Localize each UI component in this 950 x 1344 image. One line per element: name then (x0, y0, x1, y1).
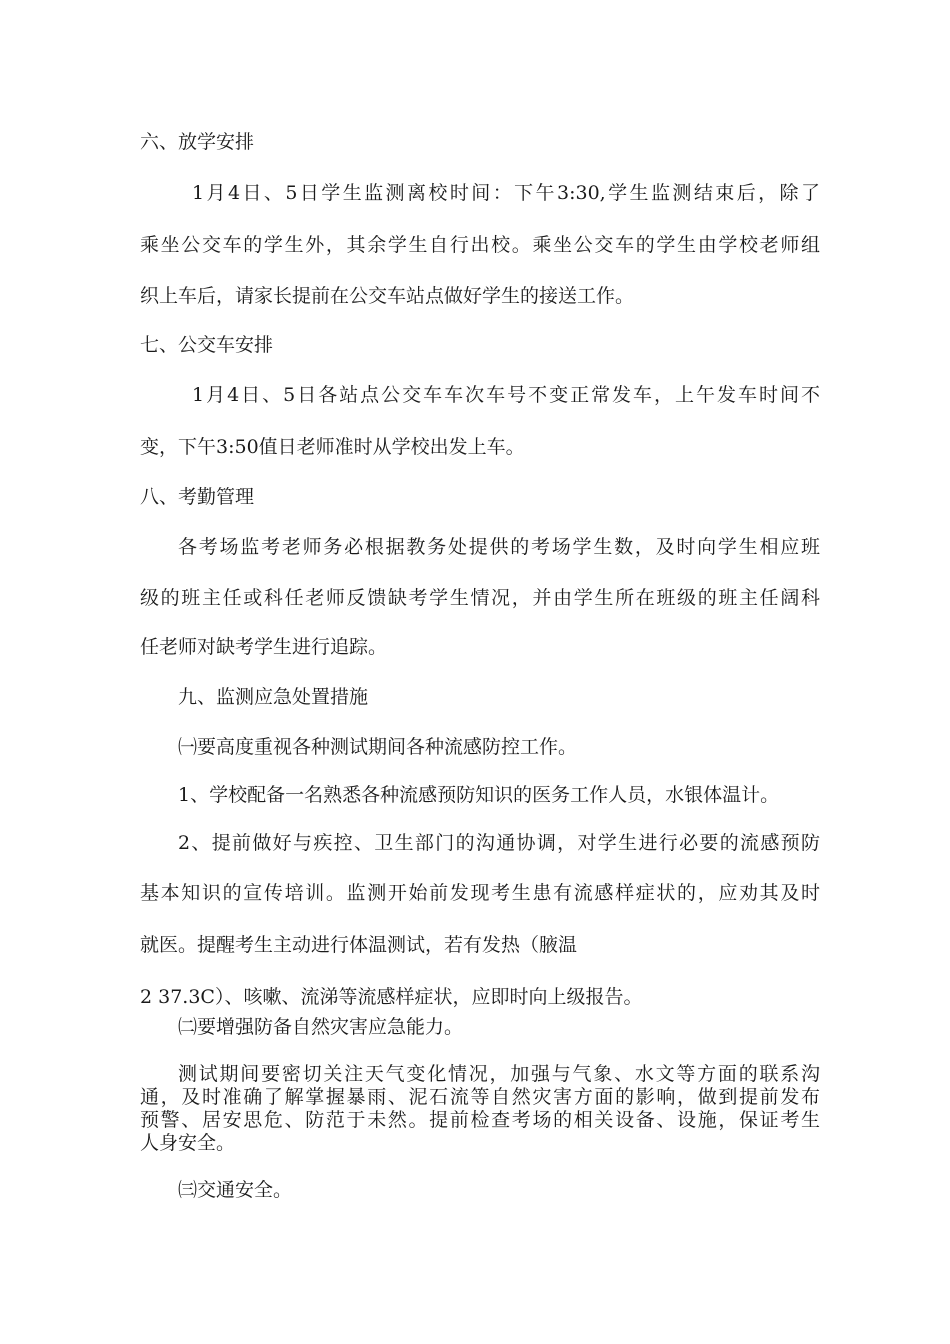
paragraph-line: 通，及时准确了解掌握暴雨、泥石流等自然灾害方面的影响，做到提前发布 (140, 1086, 820, 1108)
paragraph-line: 织上车后，请家长提前在公交车站点做好学生的接送工作。 (140, 285, 635, 307)
paragraph-line: 任老师对缺考学生进行追踪。 (140, 636, 388, 658)
paragraph-line: 预警、居安思危、防范于未然。提前检查考场的相关设备、设施，保证考生 (140, 1109, 820, 1131)
paragraph-line: 2 37.3C）、咳嗽、流涕等流感样症状，应即时向上级报告。 (140, 986, 643, 1008)
paragraph-line: ㈡要增强防备自然灾害应急能力。 (178, 1016, 464, 1038)
section-heading-bus: 七、公交车安排 (140, 334, 274, 356)
section-heading-attendance: 八、考勤管理 (140, 486, 255, 508)
paragraph-line: 级的班主任或科任老师反馈缺考学生情况，并由学生所在班级的班主任阔科 (140, 587, 820, 609)
section-heading-emergency: 九、监测应急处置措施 (178, 686, 369, 708)
paragraph-line: 测试期间要密切关注天气变化情况，加强与气象、水文等方面的联系沟 (178, 1063, 820, 1085)
paragraph-line: ㈠要高度重视各种测试期间各种流感防控工作。 (178, 736, 578, 758)
paragraph-line: 基本知识的宣传培训。监测开始前发现考生患有流感样症状的，应劝其及时 (140, 882, 820, 904)
paragraph-line: ㈢交通安全。 (178, 1179, 293, 1201)
paragraph-line: 1月4日、5日各站点公交车车次车号不变正常发车，上午发车时间不 (192, 384, 820, 406)
paragraph-line: 就医。提醒考生主动进行体温测试，若有发热（腋温 (140, 934, 578, 956)
section-heading-dismissal: 六、放学安排 (140, 131, 255, 153)
paragraph-line: 各考场监考老师务必根据教务处提供的考场学生数，及时向学生相应班 (178, 536, 820, 558)
paragraph-line: 人身安全。 (140, 1132, 236, 1154)
paragraph-line: 乘坐公交车的学生外，其余学生自行出校。乘坐公交车的学生由学校老师组 (140, 234, 820, 256)
paragraph-line: 变，下午3:50值日老师准时从学校出发上车。 (140, 436, 525, 458)
paragraph-line: 2、提前做好与疾控、卫生部门的沟通协调，对学生进行必要的流感预防 (178, 832, 820, 854)
paragraph-line: 1月4日、5日学生监测离校时间：下午3:30,学生监测结束后，除了 (192, 182, 820, 204)
paragraph-line: 1、学校配备一名熟悉各种流感预防知识的医务工作人员，水银体温计。 (178, 784, 780, 806)
